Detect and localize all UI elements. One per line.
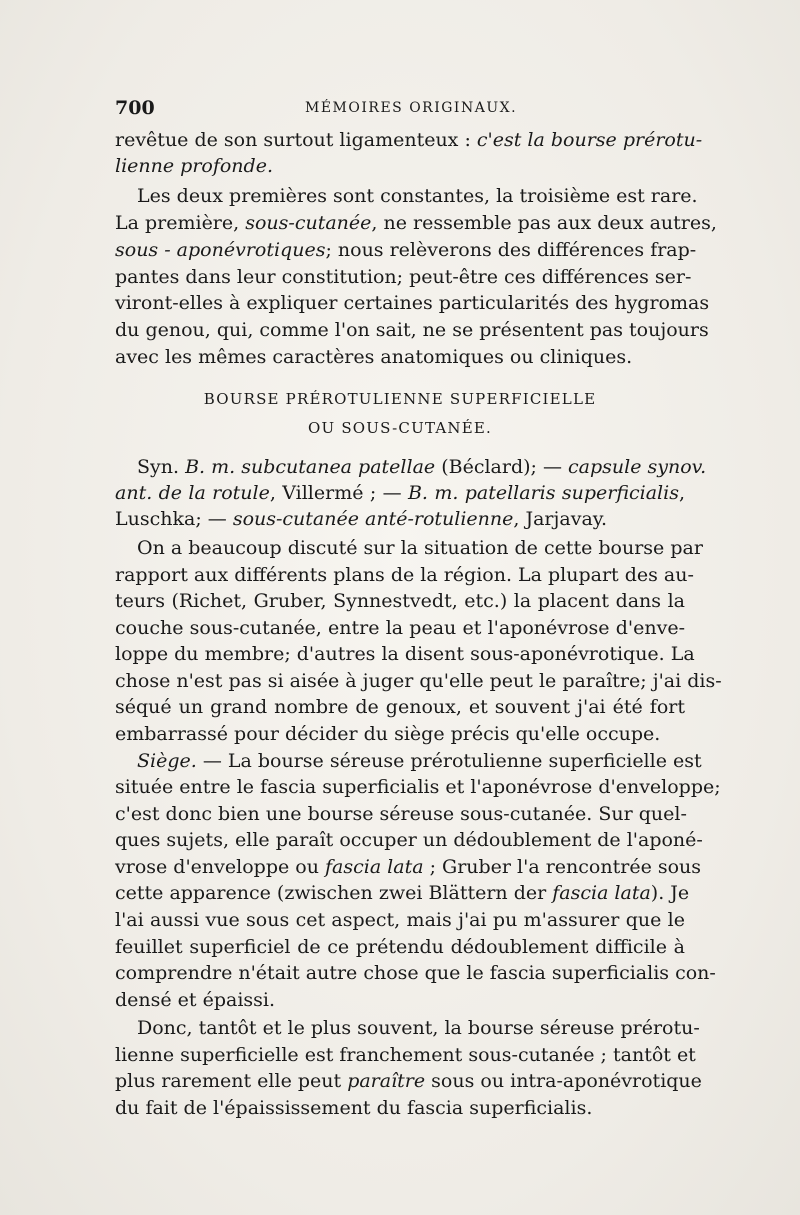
- text-line: [115, 722, 685, 746]
- text-segment: capsule synov.: [568, 456, 707, 478]
- text-segment: avec les mêmes caractères anatomiques ou cliniques.: [115, 346, 633, 368]
- text-segment: B. m. subcutanea patellae: [185, 456, 436, 478]
- text-line: [137, 184, 698, 208]
- text-line: [115, 669, 722, 693]
- text-segment: sous ou intra-aponévrotique: [425, 1070, 702, 1092]
- text-segment: du fait de l'épaississement du fascia superficialis.: [115, 1097, 593, 1119]
- text-segment: BOURSE PRÉROTULIENNE SUPERFICIELLE: [203, 390, 597, 408]
- text-segment: loppe du membre; d'autres la disent sous-aponévrotique. La: [115, 643, 695, 665]
- text-line: [115, 318, 709, 342]
- text-segment: , Jarjavay.: [513, 508, 608, 530]
- running-title: MÉMOIRES ORIGINAUX.: [305, 100, 518, 116]
- text-segment: comprendre n'était autre chose que le fascia superficialis con-: [115, 962, 716, 984]
- text-segment: l'ai aussi vue sous cet aspect, mais j'ai pu m'assurer que le: [115, 909, 685, 931]
- text-segment: La première,: [115, 212, 246, 234]
- text-segment: teurs (Richet, Gruber, Synnestvedt, etc.) la placent dans la: [115, 590, 685, 612]
- text-line: [115, 563, 694, 587]
- text-segment: OU SOUS-CUTANÉE.: [308, 419, 492, 437]
- text-segment: rapport aux différents plans de la région. La plupart des au-: [115, 564, 694, 586]
- text-line: [115, 211, 717, 235]
- text-segment: — La bourse séreuse prérotulienne superficielle est: [196, 750, 702, 772]
- text-segment: ; nous relèverons des différences frap-: [325, 239, 697, 261]
- text-segment: sous - aponévrotiques: [115, 239, 326, 261]
- text-line: [115, 802, 685, 826]
- text-segment: ant. de la rotule: [115, 482, 270, 504]
- text-line: [115, 908, 685, 932]
- text-segment: cette apparence (zwischen zwei Blättern der: [115, 882, 553, 904]
- text-segment: sous-cutanée: [245, 212, 372, 234]
- section-heading-line: [115, 416, 685, 440]
- text-line: [115, 265, 692, 289]
- text-line: [137, 455, 707, 479]
- text-line: [115, 481, 685, 505]
- text-line: [115, 1043, 696, 1067]
- text-segment: , Villermé ; —: [269, 482, 408, 504]
- text-line: [137, 536, 703, 560]
- text-line: [115, 1069, 702, 1093]
- text-line: [115, 828, 703, 852]
- text-segment: Luschka; —: [115, 508, 233, 530]
- text-line: [115, 855, 702, 879]
- text-segment: plus rarement elle peut: [115, 1070, 348, 1092]
- page-number: 700: [115, 97, 155, 119]
- text-segment: fascia lata: [324, 856, 424, 878]
- text-segment: Les deux premières sont constantes, la troisième est rare.: [137, 185, 698, 207]
- text-segment: ,: [678, 482, 685, 504]
- text-line: [115, 154, 685, 178]
- text-segment: sous-cutanée anté-rotulienne: [232, 508, 514, 530]
- text-line: [115, 238, 697, 262]
- text-segment: viront-elles à expliquer certaines particularités des hygromas: [115, 292, 710, 314]
- text-line: [115, 291, 710, 315]
- text-line: [115, 935, 685, 959]
- text-segment: chose n'est pas si aisée à juger qu'elle peut le paraître; j'ai dis-: [115, 670, 722, 692]
- text-segment: Syn.: [137, 456, 186, 478]
- text-line: [137, 1016, 700, 1040]
- text-segment: vrose d'enveloppe ou: [115, 856, 325, 878]
- text-segment: lienne profonde.: [115, 155, 273, 177]
- text-line: [115, 961, 716, 985]
- text-line: [115, 695, 685, 719]
- text-segment: ). Je: [650, 882, 690, 904]
- text-segment: On a beaucoup discuté sur la situation de cette bourse par: [137, 537, 703, 559]
- text-line: [115, 616, 685, 640]
- text-line: [115, 775, 721, 799]
- text-segment: densé et épaissi.: [115, 989, 276, 1011]
- text-line: [115, 345, 685, 369]
- text-line: [115, 642, 695, 666]
- text-segment: ques sujets, elle paraît occuper un dédoublement de l'aponé-: [115, 829, 703, 851]
- text-segment: pantes dans leur constitution; peut-être ces différences ser-: [115, 266, 692, 288]
- text-segment: située entre le fascia superficialis et l'aponévrose d'enveloppe;: [115, 776, 721, 798]
- text-segment: paraître: [347, 1070, 426, 1092]
- text-segment: revêtue de son surtout ligamenteux :: [115, 129, 477, 151]
- text-segment: ; Gruber l'a rencontrée sous: [423, 856, 702, 878]
- text-line: [115, 1096, 685, 1120]
- text-segment: c'est la bourse prérotu-: [476, 129, 703, 151]
- text-segment: B. m. patellaris superficialis: [407, 482, 679, 504]
- text-segment: , ne ressemble pas aux deux autres,: [371, 212, 717, 234]
- text-segment: Siège.: [137, 750, 197, 772]
- text-segment: feuillet superficiel de ce prétendu dédoublement difficile à: [115, 936, 685, 958]
- text-segment: c'est donc bien une bourse séreuse sous-cutanée. Sur quel-: [115, 803, 687, 825]
- text-segment: (Béclard); —: [435, 456, 568, 478]
- text-segment: séqué un grand nombre de genoux, et souvent j'ai été fort: [115, 696, 685, 718]
- text-line: [137, 749, 702, 773]
- text-line: [115, 881, 690, 905]
- text-segment: du genou, qui, comme l'on sait, ne se présentent pas toujours: [115, 319, 709, 341]
- section-heading-line: [115, 387, 685, 411]
- text-segment: embarrassé pour décider du siège précis qu'elle occupe.: [115, 723, 661, 745]
- text-line: [115, 128, 703, 152]
- text-segment: fascia lata: [552, 882, 651, 904]
- text-segment: Donc, tantôt et le plus souvent, la bourse séreuse prérotu-: [137, 1017, 700, 1039]
- text-segment: lienne superficielle est franchement sous-cutanée ; tantôt et: [115, 1044, 696, 1066]
- text-line: [115, 589, 685, 613]
- text-segment: couche sous-cutanée, entre la peau et l'aponévrose d'enve-: [115, 617, 685, 639]
- text-line: [115, 507, 685, 531]
- text-line: [115, 988, 685, 1012]
